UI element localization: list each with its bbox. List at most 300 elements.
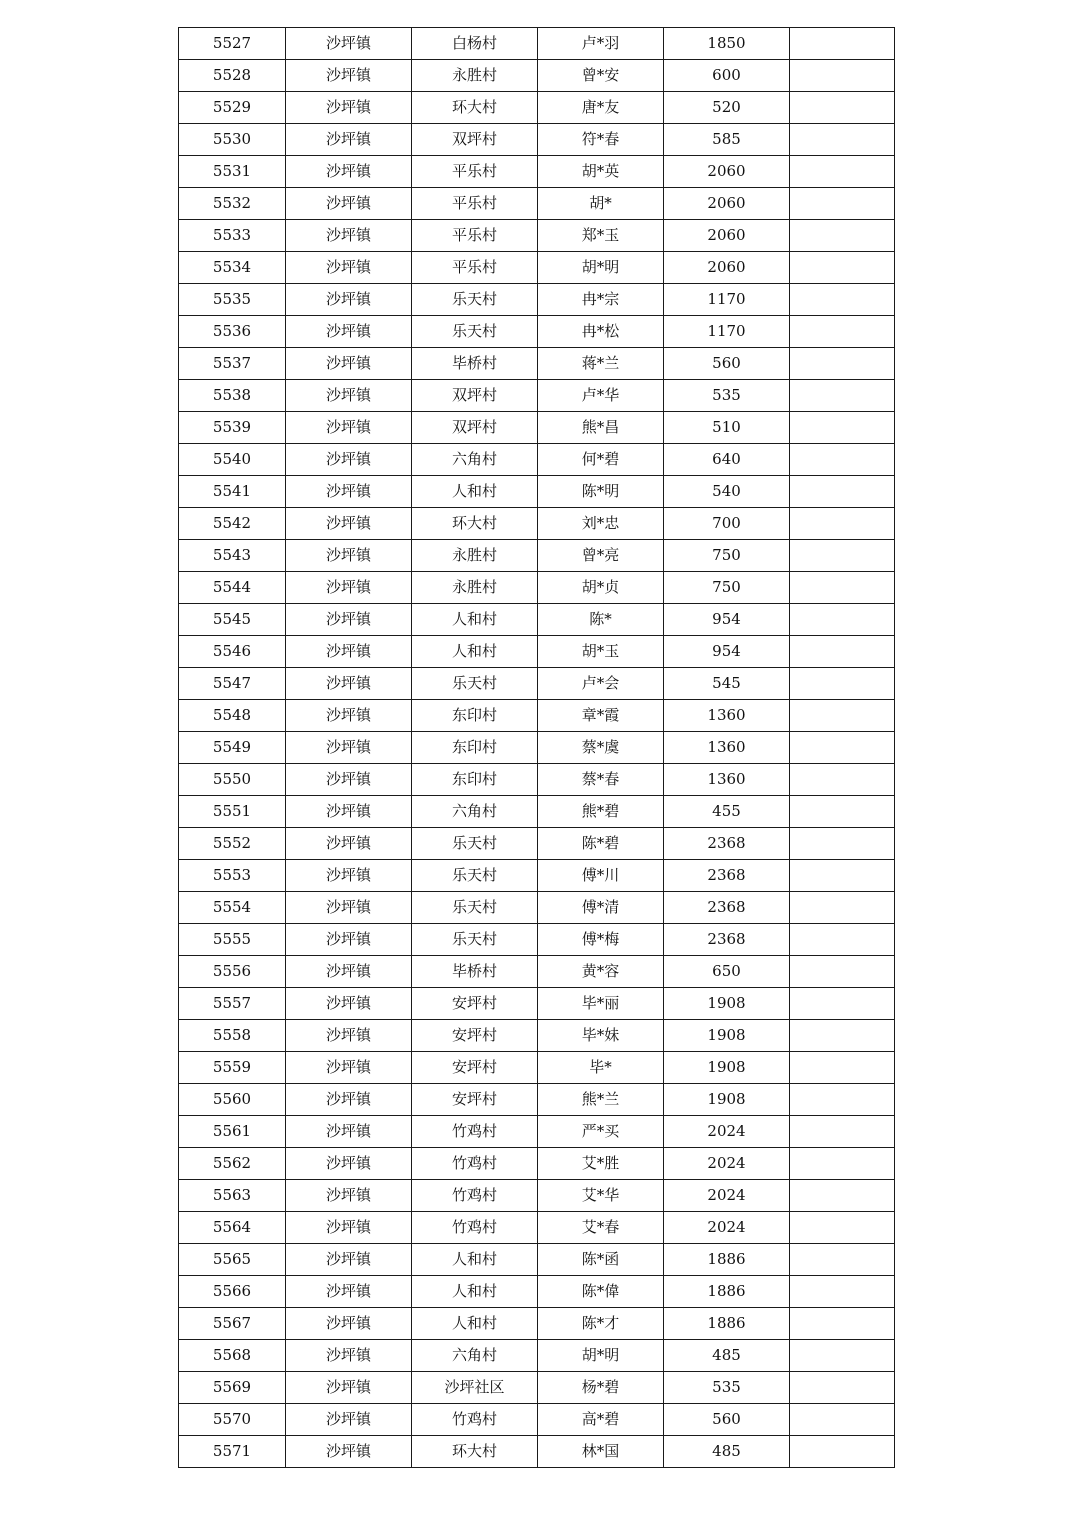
amount-cell: 535	[664, 1372, 790, 1404]
town-cell: 沙坪镇	[286, 1212, 412, 1244]
amount-cell: 2024	[664, 1180, 790, 1212]
town-cell: 沙坪镇	[286, 828, 412, 860]
row-number-cell: 5536	[179, 316, 286, 348]
amount-cell: 2368	[664, 828, 790, 860]
table-row	[179, 476, 895, 508]
amount-cell: 2024	[664, 1116, 790, 1148]
amount-cell: 585	[664, 124, 790, 156]
amount-cell: 545	[664, 668, 790, 700]
table-row	[179, 732, 895, 764]
note-cell	[790, 1180, 895, 1212]
table-row	[179, 1212, 895, 1244]
town-cell: 沙坪镇	[286, 124, 412, 156]
name-cell: 陈*碧	[538, 828, 664, 860]
name-cell: 林*国	[538, 1436, 664, 1468]
note-cell	[790, 604, 895, 636]
village-cell: 竹鸡村	[412, 1404, 538, 1436]
name-cell: 毕*	[538, 1052, 664, 1084]
row-number-cell: 5551	[179, 796, 286, 828]
note-cell	[790, 732, 895, 764]
village-cell: 永胜村	[412, 60, 538, 92]
village-cell: 人和村	[412, 476, 538, 508]
table-row	[179, 1404, 895, 1436]
name-cell: 蔡*虞	[538, 732, 664, 764]
note-cell	[790, 1148, 895, 1180]
village-cell: 平乐村	[412, 220, 538, 252]
note-cell	[790, 220, 895, 252]
row-number-cell: 5533	[179, 220, 286, 252]
town-cell: 沙坪镇	[286, 1020, 412, 1052]
row-number-cell: 5534	[179, 252, 286, 284]
village-cell: 竹鸡村	[412, 1148, 538, 1180]
note-cell	[790, 1340, 895, 1372]
table-row	[179, 572, 895, 604]
town-cell: 沙坪镇	[286, 348, 412, 380]
town-cell: 沙坪镇	[286, 28, 412, 60]
roster-table-body	[179, 28, 895, 1468]
town-cell: 沙坪镇	[286, 1404, 412, 1436]
note-cell	[790, 1244, 895, 1276]
amount-cell: 2368	[664, 924, 790, 956]
name-cell: 胡*贞	[538, 572, 664, 604]
table-row	[179, 1148, 895, 1180]
note-cell	[790, 1404, 895, 1436]
row-number-cell: 5547	[179, 668, 286, 700]
name-cell: 陈*明	[538, 476, 664, 508]
row-number-cell: 5532	[179, 188, 286, 220]
town-cell: 沙坪镇	[286, 284, 412, 316]
note-cell	[790, 828, 895, 860]
note-cell	[790, 1084, 895, 1116]
name-cell: 毕*妹	[538, 1020, 664, 1052]
table-row	[179, 1340, 895, 1372]
name-cell: 符*春	[538, 124, 664, 156]
row-number-cell: 5559	[179, 1052, 286, 1084]
note-cell	[790, 348, 895, 380]
note-cell	[790, 860, 895, 892]
table-row	[179, 316, 895, 348]
village-cell: 双坪村	[412, 412, 538, 444]
note-cell	[790, 1276, 895, 1308]
row-number-cell: 5562	[179, 1148, 286, 1180]
row-number-cell: 5544	[179, 572, 286, 604]
town-cell: 沙坪镇	[286, 604, 412, 636]
name-cell: 蔡*春	[538, 764, 664, 796]
town-cell: 沙坪镇	[286, 1308, 412, 1340]
note-cell	[790, 636, 895, 668]
amount-cell: 1908	[664, 1052, 790, 1084]
table-row	[179, 1180, 895, 1212]
row-number-cell: 5546	[179, 636, 286, 668]
town-cell: 沙坪镇	[286, 412, 412, 444]
note-cell	[790, 380, 895, 412]
note-cell	[790, 1212, 895, 1244]
note-cell	[790, 1308, 895, 1340]
row-number-cell: 5566	[179, 1276, 286, 1308]
town-cell: 沙坪镇	[286, 92, 412, 124]
village-cell: 平乐村	[412, 252, 538, 284]
amount-cell: 954	[664, 604, 790, 636]
town-cell: 沙坪镇	[286, 476, 412, 508]
amount-cell: 510	[664, 412, 790, 444]
note-cell	[790, 1436, 895, 1468]
note-cell	[790, 1052, 895, 1084]
note-cell	[790, 956, 895, 988]
amount-cell: 640	[664, 444, 790, 476]
village-cell: 六角村	[412, 1340, 538, 1372]
name-cell: 唐*友	[538, 92, 664, 124]
row-number-cell: 5570	[179, 1404, 286, 1436]
name-cell: 艾*胜	[538, 1148, 664, 1180]
amount-cell: 1170	[664, 284, 790, 316]
amount-cell: 600	[664, 60, 790, 92]
roster-table	[178, 27, 895, 1468]
row-number-cell: 5545	[179, 604, 286, 636]
town-cell: 沙坪镇	[286, 796, 412, 828]
name-cell: 高*碧	[538, 1404, 664, 1436]
note-cell	[790, 1020, 895, 1052]
note-cell	[790, 156, 895, 188]
row-number-cell: 5528	[179, 60, 286, 92]
village-cell: 东印村	[412, 764, 538, 796]
table-row	[179, 380, 895, 412]
village-cell: 安坪村	[412, 1084, 538, 1116]
row-number-cell: 5539	[179, 412, 286, 444]
name-cell: 杨*碧	[538, 1372, 664, 1404]
table-row	[179, 156, 895, 188]
village-cell: 竹鸡村	[412, 1116, 538, 1148]
name-cell: 刘*忠	[538, 508, 664, 540]
village-cell: 白杨村	[412, 28, 538, 60]
amount-cell: 455	[664, 796, 790, 828]
amount-cell: 650	[664, 956, 790, 988]
village-cell: 六角村	[412, 796, 538, 828]
village-cell: 东印村	[412, 732, 538, 764]
row-number-cell: 5558	[179, 1020, 286, 1052]
village-cell: 环大村	[412, 508, 538, 540]
table-row	[179, 124, 895, 156]
note-cell	[790, 188, 895, 220]
town-cell: 沙坪镇	[286, 1148, 412, 1180]
table-row	[179, 220, 895, 252]
row-number-cell: 5538	[179, 380, 286, 412]
note-cell	[790, 252, 895, 284]
amount-cell: 2060	[664, 156, 790, 188]
table-row	[179, 636, 895, 668]
town-cell: 沙坪镇	[286, 508, 412, 540]
table-row	[179, 540, 895, 572]
table-row	[179, 860, 895, 892]
name-cell: 曾*亮	[538, 540, 664, 572]
amount-cell: 2024	[664, 1148, 790, 1180]
village-cell: 乐天村	[412, 668, 538, 700]
table-row	[179, 1116, 895, 1148]
name-cell: 陈*才	[538, 1308, 664, 1340]
town-cell: 沙坪镇	[286, 156, 412, 188]
name-cell: 胡*英	[538, 156, 664, 188]
row-number-cell: 5530	[179, 124, 286, 156]
row-number-cell: 5535	[179, 284, 286, 316]
village-cell: 平乐村	[412, 188, 538, 220]
amount-cell: 750	[664, 540, 790, 572]
town-cell: 沙坪镇	[286, 668, 412, 700]
village-cell: 乐天村	[412, 284, 538, 316]
table-row	[179, 1052, 895, 1084]
town-cell: 沙坪镇	[286, 956, 412, 988]
note-cell	[790, 316, 895, 348]
amount-cell: 1170	[664, 316, 790, 348]
village-cell: 人和村	[412, 1244, 538, 1276]
row-number-cell: 5569	[179, 1372, 286, 1404]
name-cell: 郑*玉	[538, 220, 664, 252]
amount-cell: 1908	[664, 988, 790, 1020]
village-cell: 永胜村	[412, 540, 538, 572]
amount-cell: 954	[664, 636, 790, 668]
row-number-cell: 5550	[179, 764, 286, 796]
amount-cell: 1908	[664, 1084, 790, 1116]
name-cell: 傅*清	[538, 892, 664, 924]
town-cell: 沙坪镇	[286, 700, 412, 732]
name-cell: 陈*函	[538, 1244, 664, 1276]
table-row	[179, 700, 895, 732]
name-cell: 毕*丽	[538, 988, 664, 1020]
village-cell: 环大村	[412, 1436, 538, 1468]
row-number-cell: 5568	[179, 1340, 286, 1372]
name-cell: 陈*偉	[538, 1276, 664, 1308]
note-cell	[790, 700, 895, 732]
town-cell: 沙坪镇	[286, 1436, 412, 1468]
row-number-cell: 5549	[179, 732, 286, 764]
amount-cell: 2060	[664, 220, 790, 252]
table-row	[179, 92, 895, 124]
row-number-cell: 5542	[179, 508, 286, 540]
village-cell: 人和村	[412, 1308, 538, 1340]
amount-cell: 1360	[664, 700, 790, 732]
note-cell	[790, 284, 895, 316]
town-cell: 沙坪镇	[286, 252, 412, 284]
town-cell: 沙坪镇	[286, 924, 412, 956]
amount-cell: 1886	[664, 1308, 790, 1340]
name-cell: 艾*华	[538, 1180, 664, 1212]
table-row	[179, 28, 895, 60]
village-cell: 平乐村	[412, 156, 538, 188]
village-cell: 沙坪社区	[412, 1372, 538, 1404]
row-number-cell: 5555	[179, 924, 286, 956]
town-cell: 沙坪镇	[286, 732, 412, 764]
amount-cell: 2060	[664, 188, 790, 220]
name-cell: 傅*梅	[538, 924, 664, 956]
amount-cell: 485	[664, 1340, 790, 1372]
row-number-cell: 5531	[179, 156, 286, 188]
row-number-cell: 5567	[179, 1308, 286, 1340]
town-cell: 沙坪镇	[286, 636, 412, 668]
name-cell: 卢*会	[538, 668, 664, 700]
village-cell: 安坪村	[412, 988, 538, 1020]
note-cell	[790, 1372, 895, 1404]
town-cell: 沙坪镇	[286, 572, 412, 604]
row-number-cell: 5571	[179, 1436, 286, 1468]
town-cell: 沙坪镇	[286, 60, 412, 92]
town-cell: 沙坪镇	[286, 860, 412, 892]
note-cell	[790, 28, 895, 60]
name-cell: 冉*宗	[538, 284, 664, 316]
name-cell: 卢*华	[538, 380, 664, 412]
note-cell	[790, 572, 895, 604]
note-cell	[790, 924, 895, 956]
village-cell: 乐天村	[412, 316, 538, 348]
name-cell: 傅*川	[538, 860, 664, 892]
table-row	[179, 444, 895, 476]
village-cell: 永胜村	[412, 572, 538, 604]
name-cell: 胡*玉	[538, 636, 664, 668]
town-cell: 沙坪镇	[286, 892, 412, 924]
row-number-cell: 5564	[179, 1212, 286, 1244]
village-cell: 人和村	[412, 604, 538, 636]
note-cell	[790, 124, 895, 156]
amount-cell: 1360	[664, 732, 790, 764]
village-cell: 乐天村	[412, 828, 538, 860]
amount-cell: 535	[664, 380, 790, 412]
row-number-cell: 5556	[179, 956, 286, 988]
row-number-cell: 5565	[179, 1244, 286, 1276]
table-row	[179, 508, 895, 540]
name-cell: 冉*松	[538, 316, 664, 348]
note-cell	[790, 764, 895, 796]
table-row	[179, 1244, 895, 1276]
village-cell: 竹鸡村	[412, 1180, 538, 1212]
row-number-cell: 5537	[179, 348, 286, 380]
amount-cell: 540	[664, 476, 790, 508]
note-cell	[790, 892, 895, 924]
amount-cell: 560	[664, 1404, 790, 1436]
note-cell	[790, 508, 895, 540]
town-cell: 沙坪镇	[286, 764, 412, 796]
name-cell: 蒋*兰	[538, 348, 664, 380]
note-cell	[790, 796, 895, 828]
table-row	[179, 1308, 895, 1340]
row-number-cell: 5527	[179, 28, 286, 60]
name-cell: 严*买	[538, 1116, 664, 1148]
village-cell: 毕桥村	[412, 348, 538, 380]
village-cell: 安坪村	[412, 1052, 538, 1084]
town-cell: 沙坪镇	[286, 1340, 412, 1372]
village-cell: 乐天村	[412, 860, 538, 892]
name-cell: 熊*昌	[538, 412, 664, 444]
amount-cell: 2368	[664, 892, 790, 924]
table-row	[179, 604, 895, 636]
row-number-cell: 5553	[179, 860, 286, 892]
town-cell: 沙坪镇	[286, 1116, 412, 1148]
name-cell: 艾*春	[538, 1212, 664, 1244]
name-cell: 曾*安	[538, 60, 664, 92]
amount-cell: 1360	[664, 764, 790, 796]
name-cell: 胡*明	[538, 1340, 664, 1372]
amount-cell: 1886	[664, 1244, 790, 1276]
amount-cell: 2060	[664, 252, 790, 284]
note-cell	[790, 668, 895, 700]
village-cell: 乐天村	[412, 892, 538, 924]
town-cell: 沙坪镇	[286, 1180, 412, 1212]
row-number-cell: 5563	[179, 1180, 286, 1212]
row-number-cell: 5554	[179, 892, 286, 924]
table-row	[179, 188, 895, 220]
table-row	[179, 1372, 895, 1404]
row-number-cell: 5557	[179, 988, 286, 1020]
town-cell: 沙坪镇	[286, 380, 412, 412]
village-cell: 人和村	[412, 1276, 538, 1308]
note-cell	[790, 92, 895, 124]
note-cell	[790, 1116, 895, 1148]
amount-cell: 700	[664, 508, 790, 540]
village-cell: 环大村	[412, 92, 538, 124]
row-number-cell: 5540	[179, 444, 286, 476]
table-row	[179, 988, 895, 1020]
note-cell	[790, 988, 895, 1020]
amount-cell: 560	[664, 348, 790, 380]
town-cell: 沙坪镇	[286, 1372, 412, 1404]
row-number-cell: 5541	[179, 476, 286, 508]
village-cell: 毕桥村	[412, 956, 538, 988]
name-cell: 胡*明	[538, 252, 664, 284]
town-cell: 沙坪镇	[286, 1052, 412, 1084]
village-cell: 人和村	[412, 636, 538, 668]
name-cell: 胡*	[538, 188, 664, 220]
town-cell: 沙坪镇	[286, 444, 412, 476]
row-number-cell: 5561	[179, 1116, 286, 1148]
row-number-cell: 5529	[179, 92, 286, 124]
village-cell: 竹鸡村	[412, 1212, 538, 1244]
village-cell: 双坪村	[412, 380, 538, 412]
table-row	[179, 252, 895, 284]
name-cell: 卢*羽	[538, 28, 664, 60]
town-cell: 沙坪镇	[286, 988, 412, 1020]
table-row	[179, 892, 895, 924]
table-row	[179, 668, 895, 700]
table-row	[179, 764, 895, 796]
table-row	[179, 284, 895, 316]
name-cell: 章*霞	[538, 700, 664, 732]
table-row	[179, 348, 895, 380]
amount-cell: 750	[664, 572, 790, 604]
note-cell	[790, 60, 895, 92]
note-cell	[790, 412, 895, 444]
village-cell: 东印村	[412, 700, 538, 732]
name-cell: 黄*容	[538, 956, 664, 988]
table-row	[179, 796, 895, 828]
town-cell: 沙坪镇	[286, 1276, 412, 1308]
table-row	[179, 1020, 895, 1052]
village-cell: 乐天村	[412, 924, 538, 956]
name-cell: 何*碧	[538, 444, 664, 476]
row-number-cell: 5560	[179, 1084, 286, 1116]
amount-cell: 485	[664, 1436, 790, 1468]
amount-cell: 1908	[664, 1020, 790, 1052]
town-cell: 沙坪镇	[286, 540, 412, 572]
table-row	[179, 828, 895, 860]
table-row	[179, 1436, 895, 1468]
amount-cell: 1886	[664, 1276, 790, 1308]
town-cell: 沙坪镇	[286, 1244, 412, 1276]
row-number-cell: 5543	[179, 540, 286, 572]
table-row	[179, 1276, 895, 1308]
village-cell: 六角村	[412, 444, 538, 476]
town-cell: 沙坪镇	[286, 316, 412, 348]
village-cell: 安坪村	[412, 1020, 538, 1052]
name-cell: 熊*碧	[538, 796, 664, 828]
name-cell: 熊*兰	[538, 1084, 664, 1116]
row-number-cell: 5548	[179, 700, 286, 732]
town-cell: 沙坪镇	[286, 188, 412, 220]
